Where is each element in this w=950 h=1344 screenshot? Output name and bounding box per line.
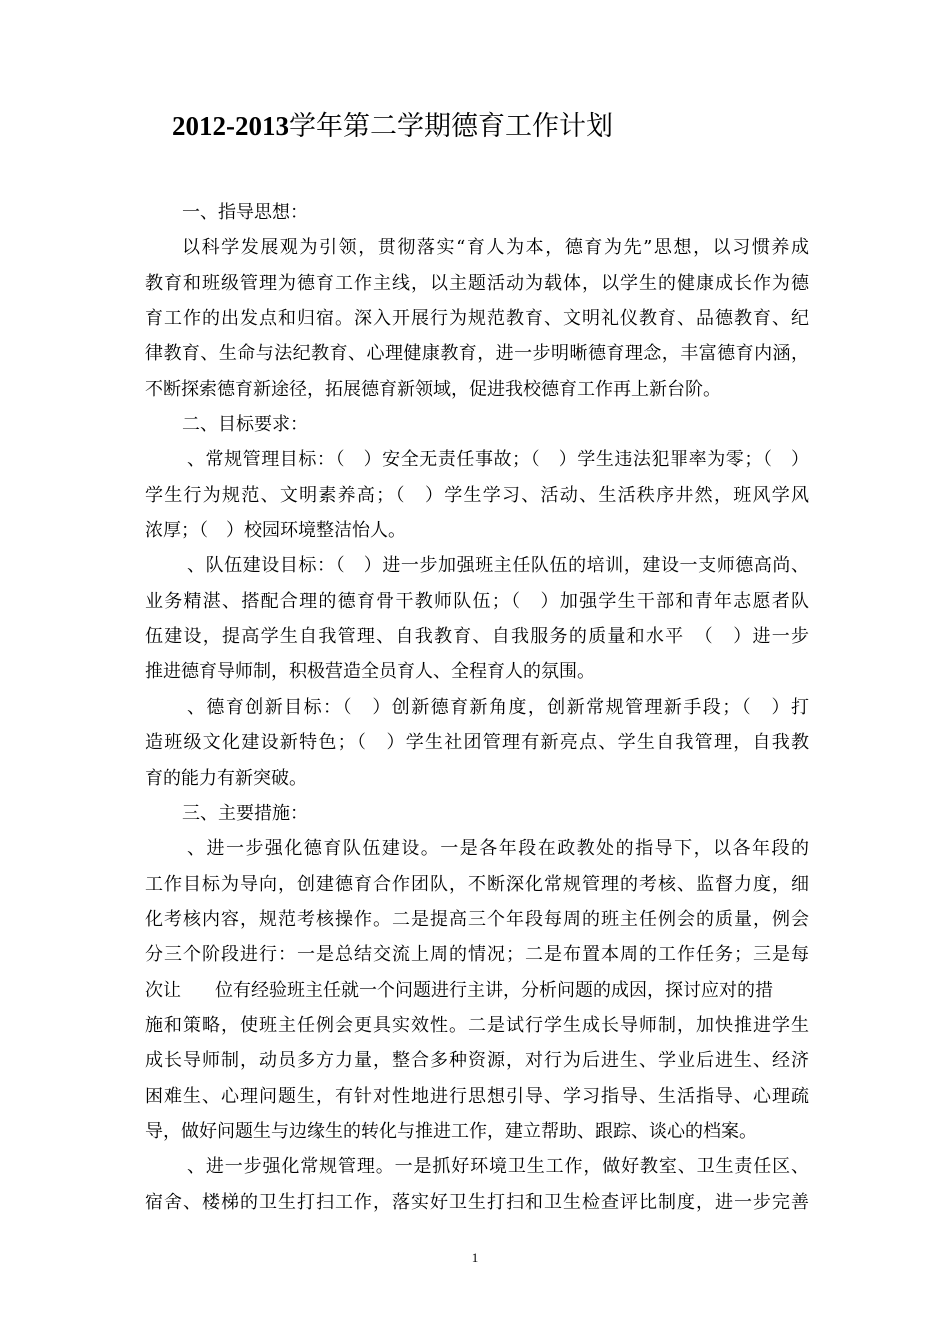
document-title [172, 106, 613, 147]
paragraph-line [145, 973, 809, 1008]
paragraph-line: 化考核内容，规范考核操作。二是提高三个年段每周的班主任例会的质量，例会 [145, 908, 809, 930]
paragraph-line: 浓厚；（ ）校园环境整洁怡人。 [145, 520, 406, 542]
paragraph-line: 成长导师制，动员多方力量，整合多种资源，对行为后进生、学业后进生、经济 [145, 1050, 809, 1072]
section-heading-goals: 二、目标要求： [182, 414, 308, 436]
line-end-fragment: 位有经验班主任就一个问题进行主讲，分析问题的成因，探讨应对的措 [215, 979, 773, 1001]
paragraph-line: 以科学发展观为引领，贯彻落实“育人为本，德育为先”思想，以习惯养成 [182, 237, 809, 259]
paragraph-line: 工作目标为导向，创建德育合作团队，不断深化常规管理的考核、监督力度，细 [145, 873, 809, 895]
document-body [145, 195, 809, 1220]
paragraph-line: 宿舍、楼梯的卫生打扫工作，落实好卫生打扫和卫生检查评比制度，进一步完善 [145, 1191, 809, 1213]
paragraph-line: 、常规管理目标：（ ）安全无责任事故；（ ）学生违法犯罪率为零；（ ） [187, 449, 809, 471]
paragraph-line: 、进一步强化常规管理。一是抓好环境卫生工作，做好教室、卫生责任区、 [187, 1156, 809, 1178]
paragraph-line: 施和策略，使班主任例会更具实效性。二是试行学生成长导师制，加快推进学生 [145, 1014, 809, 1036]
paragraph-line: 困难生、心理问题生，有针对性地进行思想引导、学习指导、生活指导、心理疏 [145, 1085, 809, 1107]
section-heading-measures: 三、主要措施： [182, 802, 308, 824]
title-text: 学年第二学期德育工作计划 [289, 111, 613, 142]
title-year: 2012-2013 [172, 111, 289, 141]
paragraph-line: 业务精湛、搭配合理的德育骨干教师队伍；（ ）加强学生干部和青年志愿者队 [145, 590, 809, 612]
line-start-fragment: 次让 [145, 979, 181, 1001]
paragraph-line: 、进一步强化德育队伍建设。一是各年段在政教处的指导下，以各年段的 [187, 838, 809, 860]
paragraph-line: 造班级文化建设新特色；（ ）学生社团管理有新亮点、学生自我管理，自我教 [145, 732, 809, 754]
page-number: 1 [471, 1250, 479, 1265]
paragraph-line: 不断探索德育新途径，拓展德育新领域，促进我校德育工作再上新台阶。 [145, 378, 721, 400]
section-heading-guiding-ideology: 一、指导思想： [182, 202, 308, 223]
paragraph-line: 导，做好问题生与边缘生的转化与推进工作，建立帮助、跟踪、谈心的档案。 [145, 1120, 757, 1142]
paragraph-line: 育工作的出发点和归宿。深入开展行为规范教育、文明礼仪教育、品德教育、纪 [145, 308, 809, 330]
paragraph-line: 推进德育导师制，积极营造全员育人、全程育人的氛围。 [145, 661, 595, 683]
paragraph-line: 育的能力有新突破。 [145, 767, 307, 789]
paragraph-line: 分三个阶段进行：一是总结交流上周的情况；二是布置本周的工作任务；三是每 [145, 944, 809, 966]
paragraph-line: 律教育、生命与法纪教育、心理健康教育，进一步明晰德育理念，丰富德育内涵， [145, 343, 809, 365]
paragraph-line: 伍建设，提高学生自我管理、自我教育、自我服务的质量和水平 （ ）进一步 [145, 626, 809, 648]
paragraph-line: 、队伍建设目标：（ ）进一步加强班主任队伍的培训，建设一支师德高尚、 [187, 555, 809, 577]
paragraph-line: 学生行为规范、文明素养高；（ ）学生学习、活动、生活秩序井然，班风学风 [145, 484, 809, 506]
paragraph-line: 、德育创新目标：（ ）创新德育新角度，创新常规管理新手段；（ ）打 [187, 696, 809, 718]
paragraph-line: 教育和班级管理为德育工作主线，以主题活动为载体，以学生的健康成长作为德 [145, 272, 809, 294]
